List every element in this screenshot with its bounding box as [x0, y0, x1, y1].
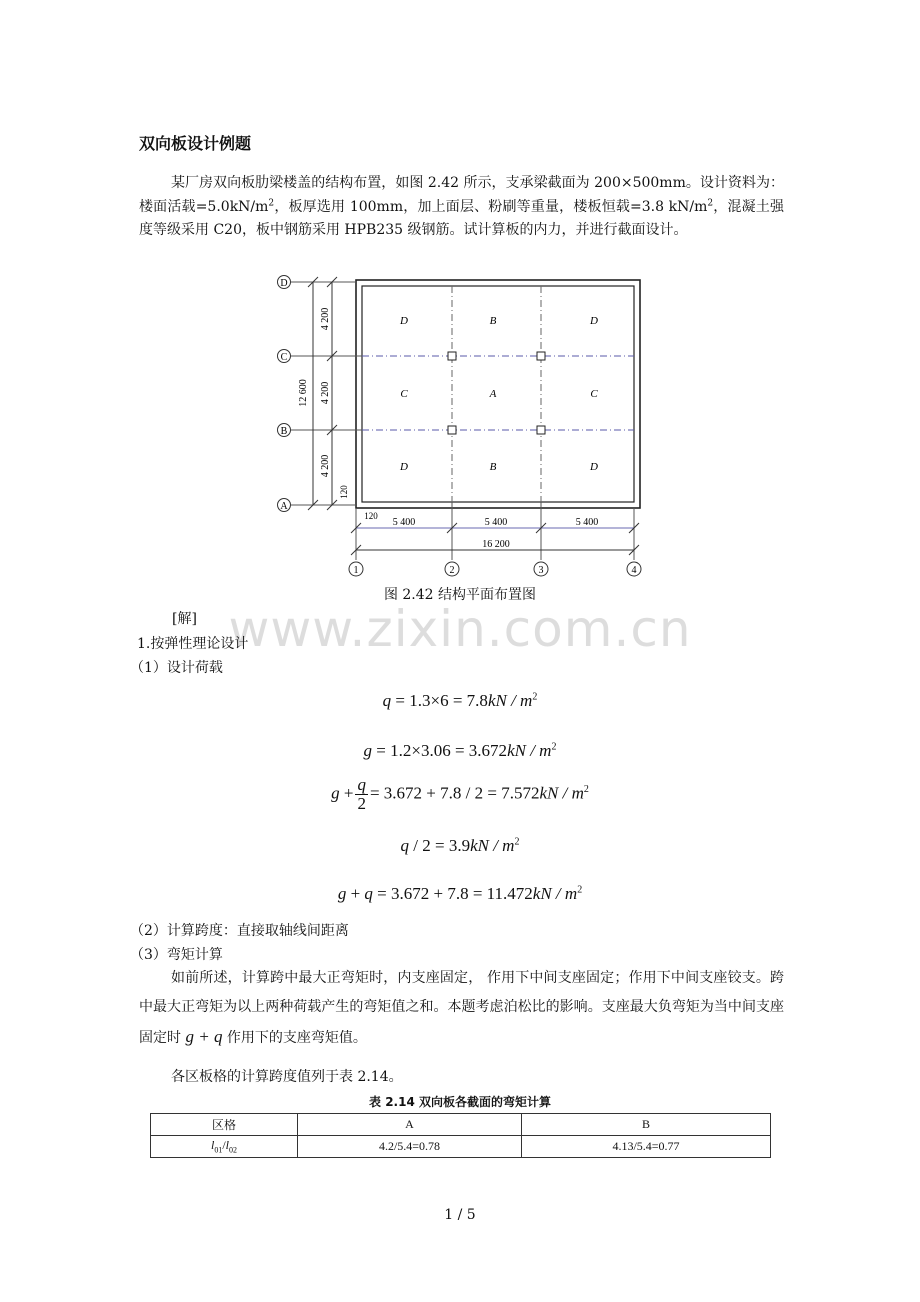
panel-label: C [400, 388, 408, 400]
table-header: 区格 [151, 1114, 298, 1136]
subsection-heading: （3）弯矩计算 [130, 947, 223, 963]
axis-label: A [280, 501, 288, 512]
equation-4: $q / 2 = 3.9kN / m^2$ [400, 836, 520, 855]
panel-label: B [489, 461, 497, 473]
subsection-heading: （1）设计荷载 [130, 660, 223, 676]
column [537, 426, 545, 434]
dim-v-120: 120 [339, 485, 349, 499]
axis-label: 4 [631, 565, 637, 576]
panel-label: D [590, 315, 598, 327]
figure-caption: 图 2.42 结构平面布置图 [383, 587, 537, 603]
dim-h: 5 400 [484, 517, 508, 528]
axis-label: D [280, 278, 288, 289]
dim-v: 4 200 [320, 454, 331, 478]
dim-v: 4 200 [320, 307, 331, 331]
axis-label: 1 [353, 565, 359, 576]
table-header: A [298, 1114, 522, 1136]
structural-plan-figure [270, 270, 660, 582]
table-cell: 4.13/5.4=0.77 [522, 1136, 771, 1158]
equation-5: $g + q = 3.672 + 7.8 = 11.472kN / m^2$ [337, 884, 583, 903]
section-heading: 1.按弹性理论设计 [137, 636, 249, 652]
axis-label: 2 [449, 565, 455, 576]
panel-label: C [590, 388, 598, 400]
dim-h: 5 400 [575, 517, 599, 528]
intro-paragraph: 某厂房双向板肋梁楼盖的结构布置，如图 2.42 所示，支承梁截面为 200×500mm。设计资料为：楼面活载$=5.0kN/m^2$，板厚选用 100mm，加上面层、粉刷等重量，楼板恒载=3.8 $kN/m^2$，混凝土强度等级采用 C20，板中钢筋采用 HPB235 级钢筋。试计算板的内力，并进行截面设计。 [139, 175, 784, 238]
panel-label: D [590, 461, 598, 473]
table-cell: $l_{01}/l_{02}$ [151, 1136, 298, 1158]
equation-3: g + $\frac{q}{2}$ = $3.672 + 7.8 / 2 = 7.572kN / m^2$ [331, 775, 589, 813]
subsection-heading: （2）计算跨度：直接取轴线间距离 [130, 923, 349, 939]
table-cell: 4.2/5.4=0.78 [298, 1136, 522, 1158]
moment-paragraph: 如前所述，计算跨中最大正弯矩时，内支座固定， 作用下中间支座固定；作用下中间支座铰支。跨中最大正弯矩为以上两种荷载产生的弯矩值之和。本题考虑泊松比的影响。支座最大负弯矩为当中间支座固定时 g + q 作用下的支座弯矩值。 [139, 970, 784, 1046]
column [537, 352, 545, 360]
equation-1: $q = 1.3\times 6 = 7.8kN / m^2$ [382, 691, 538, 710]
dim-v: 4 200 [320, 381, 331, 405]
column [448, 426, 456, 434]
dim-total-h: 16 200 [482, 539, 510, 550]
panel-label: D [400, 461, 408, 473]
panel-label: D [400, 315, 408, 327]
dim-h-120: 120 [364, 511, 378, 521]
page-number: 1 / 5 [444, 1207, 476, 1223]
solution-label: [解] [172, 611, 197, 627]
column [448, 352, 456, 360]
moment-table [150, 1113, 771, 1158]
table-row [151, 1114, 771, 1136]
dim-h: 5 400 [392, 517, 416, 528]
panel-label: A [489, 388, 497, 400]
watermark: www.zixin.com.cn [228, 600, 692, 658]
panel-label: B [489, 315, 497, 327]
span-paragraph: 各区板格的计算跨度值列于表 2.14。 [171, 1069, 403, 1085]
dim-total-v: 12 600 [298, 379, 309, 407]
axis-label: C [280, 352, 288, 363]
equation-2: $g = 1.2\times 3.06 = 3.672kN / m^2$ [363, 741, 557, 760]
doc-title: 双向板设计例题 [139, 134, 252, 153]
table-row [151, 1136, 771, 1158]
table-caption: 表 2.14 双向板各截面的弯矩计算 [369, 1095, 551, 1109]
axis-label: 3 [538, 565, 544, 576]
table-header: B [522, 1114, 771, 1136]
axis-label: B [280, 426, 288, 437]
